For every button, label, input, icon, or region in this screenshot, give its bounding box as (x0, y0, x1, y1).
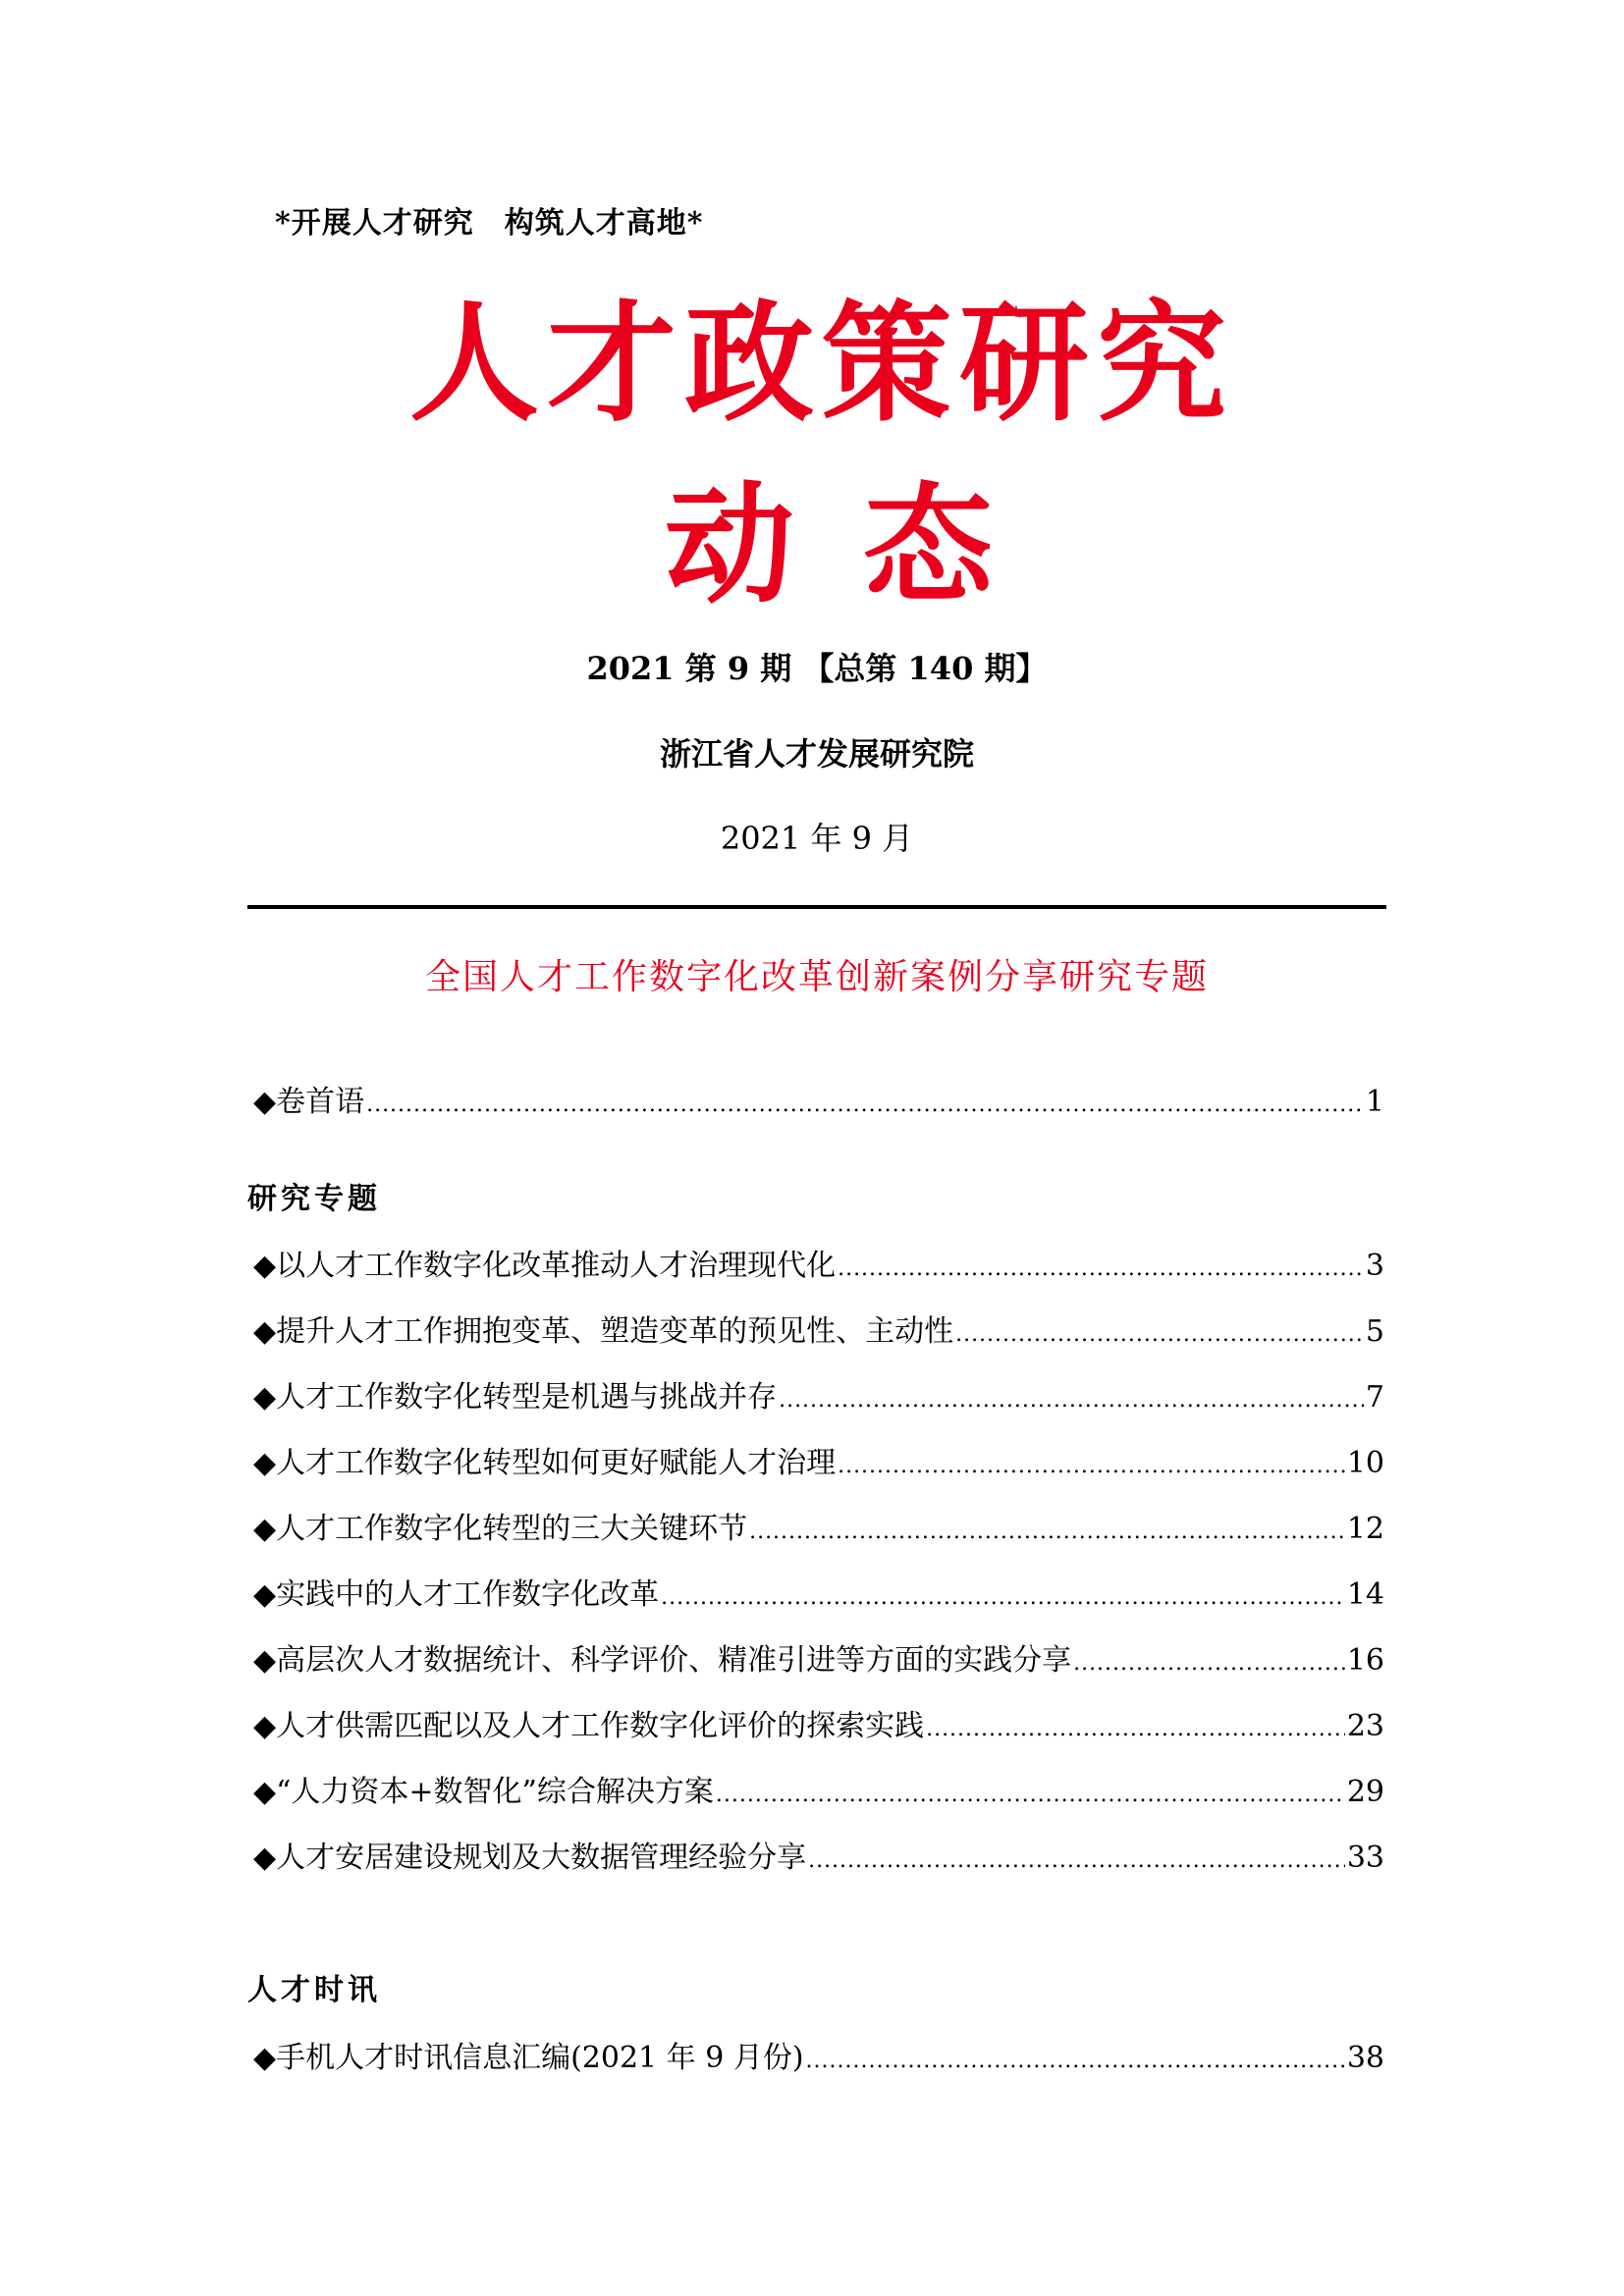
toc-page-number: 5 (1365, 1314, 1384, 1349)
toc-entry-title: ◆人才工作数字化转型的三大关键环节 (253, 1512, 748, 1546)
toc-entry[interactable] (253, 1446, 1384, 1481)
toc-entry[interactable] (253, 1577, 1384, 1613)
section-heading-research: 研究专题 (247, 1182, 381, 1216)
toc-page-number: 3 (1365, 1249, 1384, 1283)
toc-leader-dots (716, 1783, 1345, 1808)
toc-entry[interactable] (253, 1841, 1384, 1876)
topic-heading: 全国人才工作数字化改革创新案例分享研究专题 (424, 957, 1209, 997)
toc-entry[interactable] (253, 1314, 1384, 1350)
publication-date: 2021 年 9 月 (720, 820, 914, 857)
toc-leader-dots (955, 1322, 1364, 1348)
toc-leader-dots (806, 2049, 1345, 2074)
toc-entry-title: ◆人才安居建设规划及大数据管理经验分享 (253, 1841, 807, 1875)
toc-entry[interactable] (253, 1709, 1384, 1744)
publication-title: 人才政策研究 (409, 288, 1234, 440)
toc-entry[interactable] (253, 1775, 1384, 1810)
toc-page-number: 38 (1346, 2041, 1384, 2075)
organization-name: 浙江省人才发展研究院 (659, 735, 974, 773)
toc-page-number: 23 (1346, 1709, 1384, 1743)
toc-leader-dots (779, 1388, 1364, 1414)
toc-entry[interactable] (253, 1512, 1384, 1547)
toc-entry-title: ◆以人才工作数字化改革推动人才治理现代化 (253, 1249, 837, 1283)
issue-number: 2021 第 9 期 【总第 140 期】 (586, 650, 1048, 687)
divider-rule (247, 905, 1386, 909)
toc-entry-title: ◆提升人才工作拥抱变革、塑造变革的预见性、主动性 (253, 1314, 954, 1349)
toc-leader-dots (926, 1717, 1345, 1742)
toc-leader-dots (838, 1256, 1364, 1282)
toc-entry-title: ◆人才工作数字化转型如何更好赋能人才治理 (253, 1446, 837, 1480)
toc-leader-dots (1073, 1651, 1345, 1677)
toc-entry-title: ◆人才供需匹配以及人才工作数字化评价的探索实践 (253, 1709, 925, 1743)
toc-page-number: 12 (1346, 1512, 1384, 1546)
toc-leader-dots (808, 1848, 1345, 1874)
toc-entry-title: ◆卷首语 (253, 1085, 365, 1119)
toc-entry-title: ◆手机人才时讯信息汇编(2021 年 9 月份) (253, 2041, 804, 2075)
toc-page-number: 29 (1346, 1775, 1384, 1809)
toc-entry-title: ◆高层次人才数据统计、科学评价、精准引进等方面的实践分享 (253, 1643, 1072, 1678)
toc-leader-dots (366, 1093, 1364, 1118)
toc-entry[interactable] (253, 1380, 1384, 1415)
toc-leader-dots (838, 1454, 1345, 1479)
toc-entry-title: ◆“人力资本+数智化”综合解决方案 (253, 1775, 714, 1809)
section-heading-news: 人才时讯 (247, 1973, 381, 2007)
toc-entry[interactable] (253, 2041, 1384, 2076)
toc-page-number: 7 (1365, 1380, 1384, 1415)
toc-leader-dots (661, 1585, 1345, 1611)
toc-page-number: 10 (1346, 1446, 1384, 1480)
toc-entry-title: ◆实践中的人才工作数字化改革 (253, 1577, 660, 1612)
toc-entry[interactable] (253, 1249, 1384, 1284)
publication-subtitle: 动态 (665, 469, 1061, 621)
toc-page-number: 16 (1346, 1643, 1384, 1678)
toc-leader-dots (749, 1520, 1345, 1545)
slogan: *开展人才研究 构筑人才高地* (275, 206, 704, 240)
toc-page-number: 33 (1346, 1841, 1384, 1875)
toc-entry[interactable] (253, 1643, 1384, 1679)
toc-entry-preface[interactable] (253, 1085, 1384, 1120)
toc-page-number: 14 (1346, 1577, 1384, 1612)
toc-entry-title: ◆人才工作数字化转型是机遇与挑战并存 (253, 1380, 778, 1415)
toc-page-number: 1 (1365, 1085, 1384, 1119)
